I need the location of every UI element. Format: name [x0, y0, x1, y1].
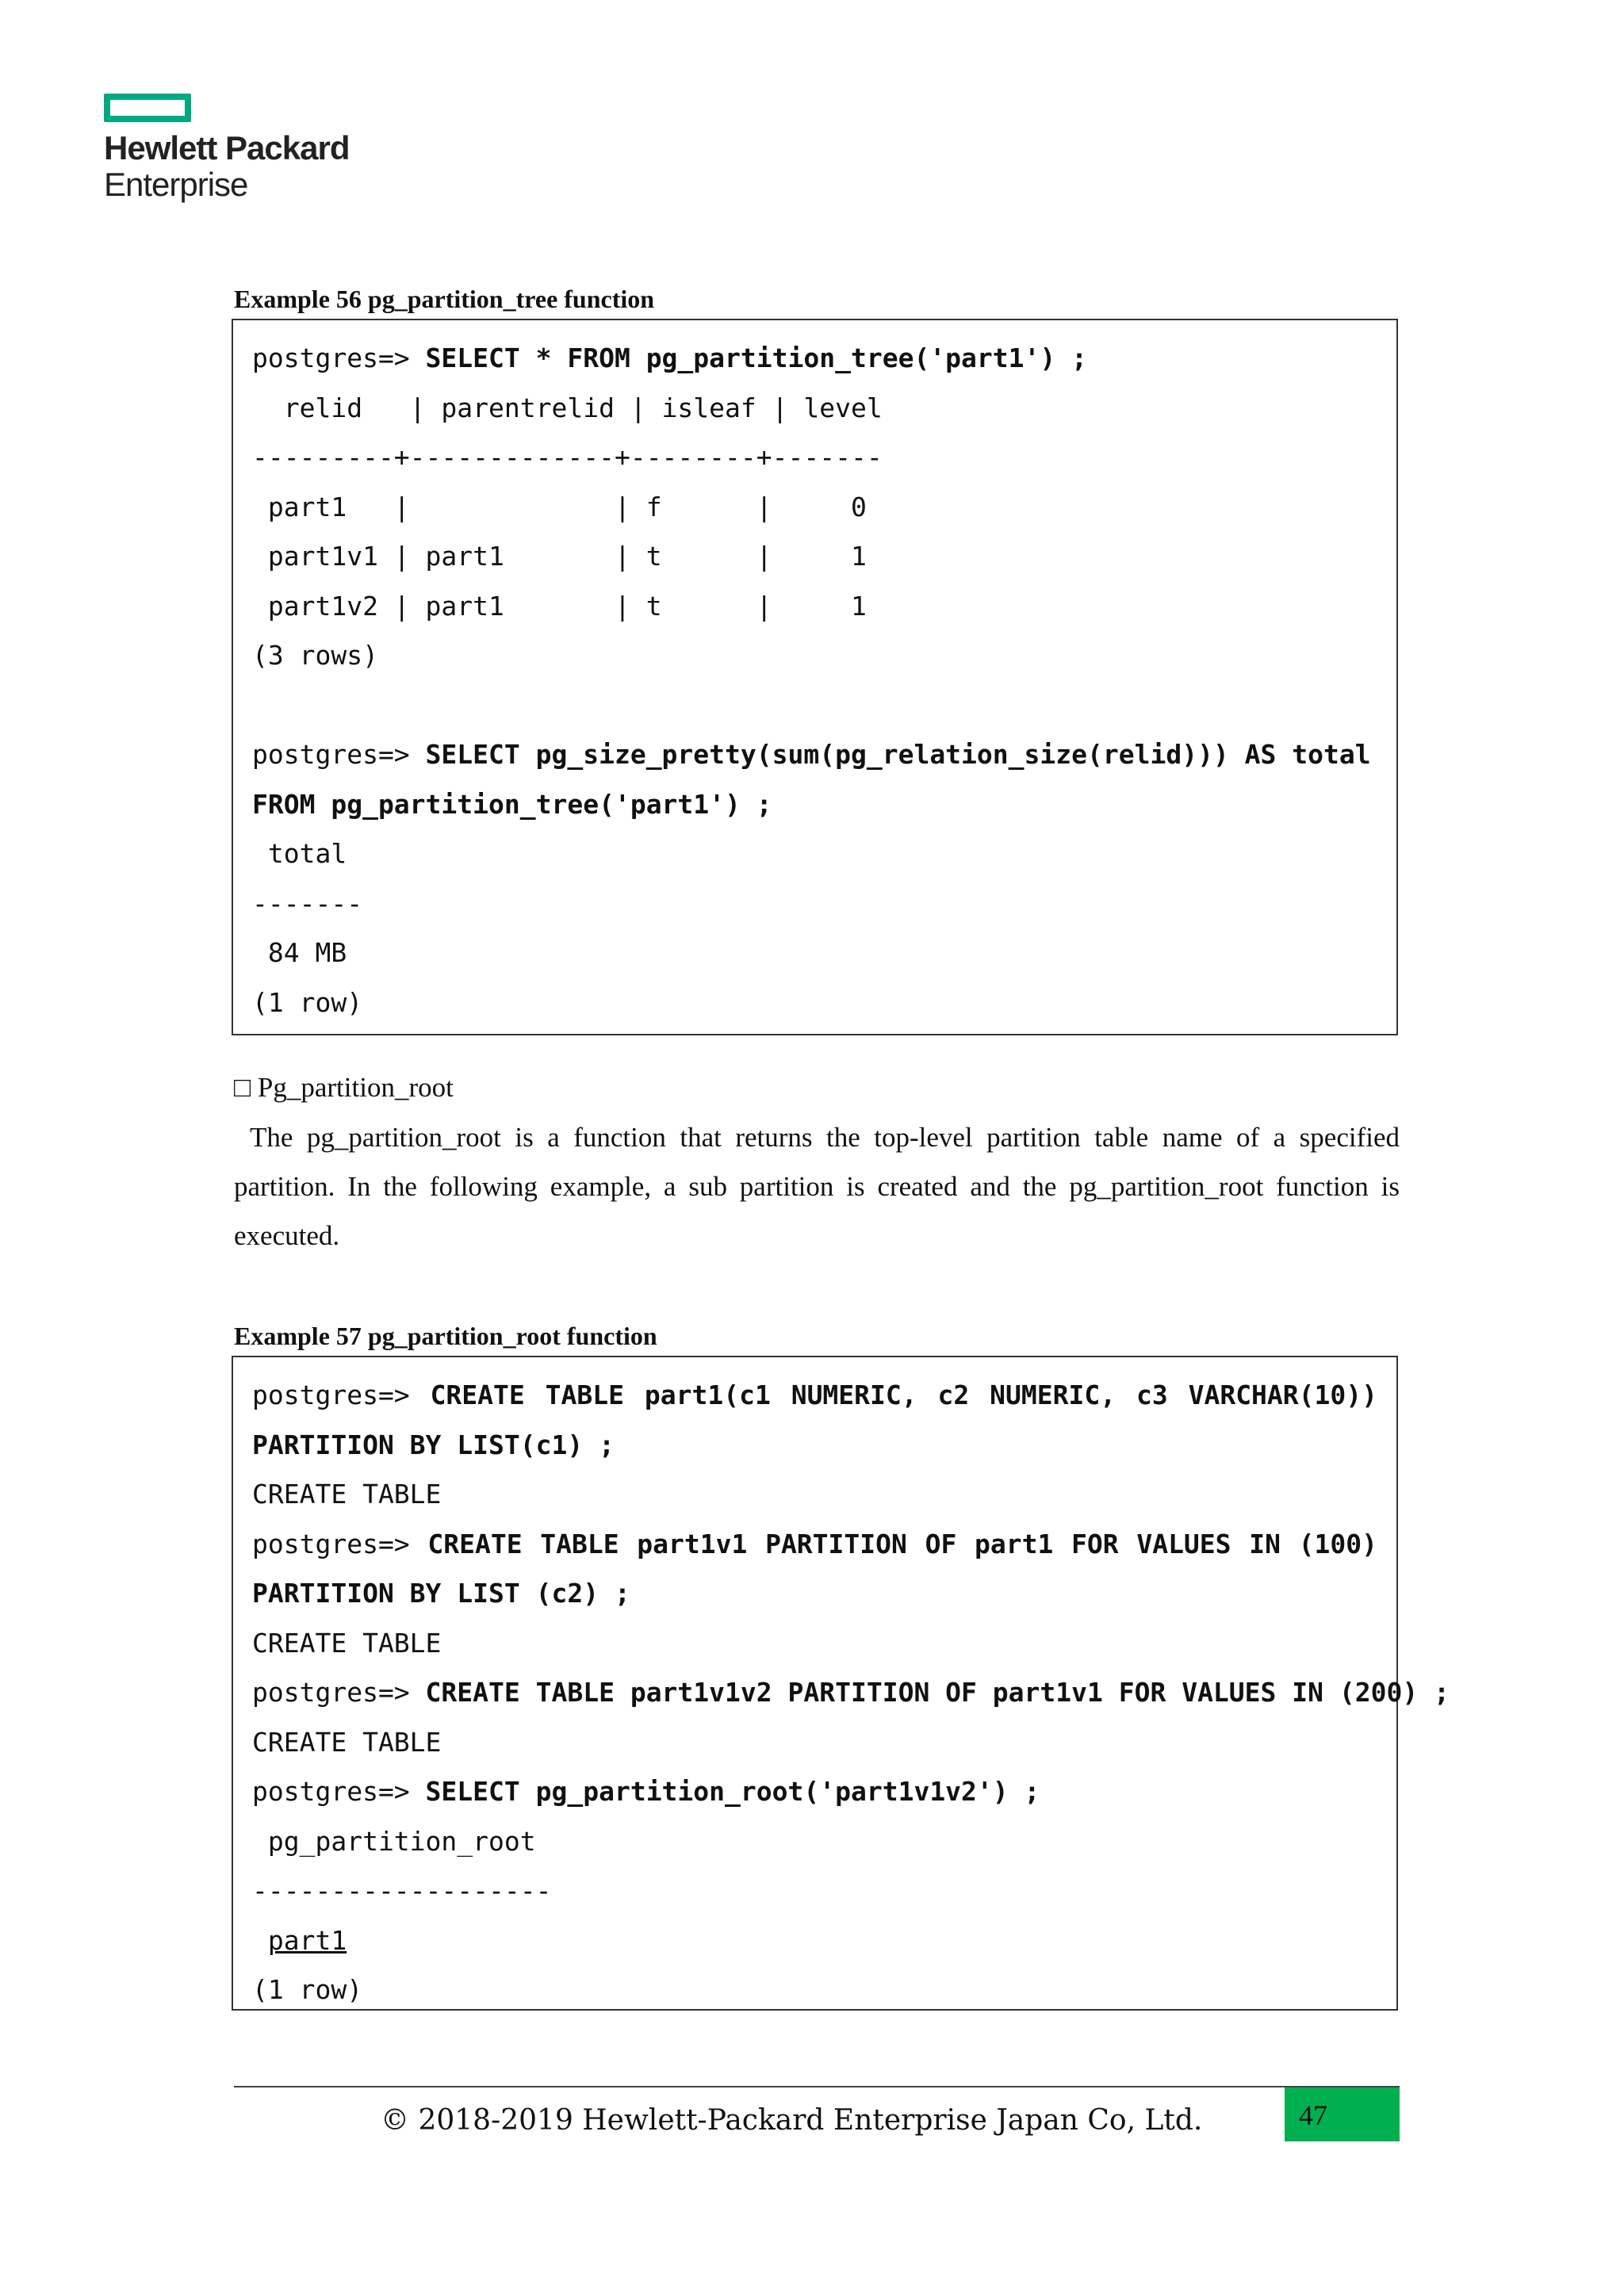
example-57-code-box [232, 1356, 1450, 2011]
code-output: (1 row) [252, 1974, 363, 2005]
code-line [252, 631, 1377, 680]
example-56-caption: Example 56 pg_partition_tree function [234, 285, 655, 313]
code-line [252, 1916, 1377, 1965]
code-line [252, 1470, 1377, 1519]
code-line [252, 730, 1377, 779]
code-line [252, 928, 1377, 978]
code-output: ------------------- [252, 1875, 552, 1906]
code-command: PARTITION BY LIST(c1) ; [252, 1429, 615, 1460]
code-line [252, 1817, 1377, 1866]
code-line [252, 532, 1377, 581]
code-output: CREATE TABLE [252, 1627, 442, 1659]
code-line [252, 384, 1377, 433]
footer-divider [234, 2086, 1400, 2087]
code-command: CREATE TABLE part1v1v2 PARTITION OF part1v1 FOR VALUES IN (200) ; [425, 1677, 1450, 1708]
code-command: SELECT pg_partition_root('part1v1v2') ; [425, 1776, 1040, 1807]
code-line [252, 334, 1377, 383]
logo-text-line2: Enterprise [104, 166, 248, 203]
code-output: 84 MB [252, 937, 347, 968]
code-output: CREATE TABLE [252, 1479, 442, 1510]
code-prompt: postgres=> [252, 342, 426, 373]
code-line [252, 433, 1377, 482]
code-prompt: postgres=> [252, 1776, 426, 1807]
code-command: SELECT * FROM pg_partition_tree('part1') ; [425, 342, 1087, 373]
code-line [252, 1421, 1377, 1470]
code-line [252, 1668, 1450, 1717]
page-number: 47 [1299, 2099, 1327, 2131]
code-output: part1v2 | part1 | t | 1 [252, 590, 867, 622]
code-output: total [252, 838, 347, 869]
code-output: relid | parentrelid | isleaf | level [252, 392, 883, 423]
logo-text-line1: Hewlett Packard [104, 129, 350, 166]
code-output: part1 [267, 1924, 347, 1956]
code-line [252, 1520, 1377, 1569]
code-line [252, 1767, 1377, 1816]
code-line [252, 978, 1377, 1027]
code-line [252, 1569, 1377, 1618]
footer-copyright: © 2018-2019 Hewlett-Packard Enterprise Japan Co, Ltd. [381, 2104, 1203, 2137]
code-prompt: postgres=> [252, 1677, 426, 1708]
section-paragraph: The pg_partition_root is a function that returns the top-level partition table name of a specified partition. In the following example, a sub partition is created and the pg_partition_root function is executed. [234, 1122, 1400, 1251]
code-command: CREATE TABLE part1v1 PARTITION OF part1 FOR VALUES IN (100) [427, 1528, 1377, 1559]
code-output: pg_partition_root [252, 1825, 536, 1857]
code-output: (3 rows) [252, 640, 378, 671]
code-command: CREATE TABLE part1(c1 NUMERIC, c2 NUMERIC, c3 VARCHAR(10)) [430, 1380, 1377, 1410]
code-output: ------- [252, 887, 363, 919]
page-number-box [1285, 2087, 1400, 2141]
code-line [252, 1866, 1377, 1915]
code-line [252, 829, 1377, 878]
hpe-logo-rectangle [104, 94, 191, 122]
code-output: part1 | | f | 0 [252, 491, 867, 522]
code-output: CREATE TABLE [252, 1726, 442, 1758]
code-line [252, 1619, 1377, 1668]
code-line [252, 879, 1377, 928]
code-output: (1 row) [252, 986, 363, 1018]
example-57-caption: Example 57 pg_partition_root function [234, 1322, 657, 1350]
code-line [252, 780, 1377, 829]
code-line [252, 582, 1377, 631]
hpe-logo [104, 94, 349, 203]
example-56-code-box [232, 319, 1398, 1035]
code-output: part1v1 | part1 | t | 1 [252, 541, 867, 572]
section-heading: □ Pg_partition_root [234, 1072, 454, 1103]
code-command: PARTITION BY LIST (c2) ; [252, 1578, 630, 1609]
code-output: ---------+-------------+--------+------- [252, 442, 883, 473]
code-line [252, 681, 1377, 730]
code-command: SELECT pg_size_pretty(sum(pg_relation_size(relid))) AS total [425, 739, 1371, 770]
code-prompt: postgres=> [252, 1380, 431, 1410]
code-line [252, 1718, 1377, 1767]
code-prompt: postgres=> [252, 739, 426, 770]
code-prompt: postgres=> [252, 1528, 428, 1559]
code-line [252, 1965, 1377, 2015]
code-line [252, 483, 1377, 532]
code-command: FROM pg_partition_tree('part1') ; [252, 788, 772, 820]
code-indent [252, 1925, 268, 1956]
code-line [252, 1371, 1377, 1420]
